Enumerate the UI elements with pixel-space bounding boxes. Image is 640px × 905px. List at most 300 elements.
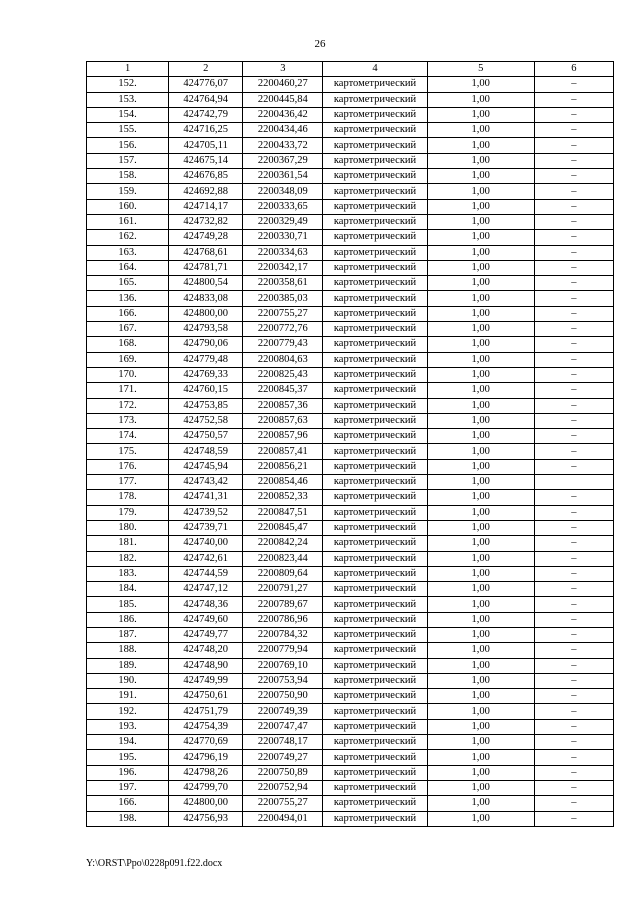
cell-coord-y: 2200857,96	[243, 429, 323, 444]
cell-coord-x: 424747,12	[169, 582, 243, 597]
cell-method: картометрический	[323, 383, 427, 398]
cell-method: картометрический	[323, 214, 427, 229]
cell-point-number: 157.	[87, 153, 169, 168]
table-row	[87, 520, 614, 535]
cell-point-number: 192.	[87, 704, 169, 719]
header-col-6: 6	[534, 62, 613, 77]
cell-coord-y: 2200358,61	[243, 276, 323, 291]
table-row	[87, 658, 614, 673]
cell-note: –	[534, 337, 613, 352]
cell-accuracy: 1,00	[427, 505, 534, 520]
cell-coord-y: 2200857,63	[243, 413, 323, 428]
table-row	[87, 765, 614, 780]
cell-coord-y: 2200434,46	[243, 123, 323, 138]
table-row	[87, 123, 614, 138]
cell-coord-y: 2200842,24	[243, 536, 323, 551]
cell-coord-y: 2200786,96	[243, 612, 323, 627]
cell-note: –	[534, 184, 613, 199]
cell-method: картометрический	[323, 398, 427, 413]
cell-coord-x: 424799,70	[169, 780, 243, 795]
cell-note: –	[534, 123, 613, 138]
cell-coord-y: 2200752,94	[243, 780, 323, 795]
cell-coord-y: 2200342,17	[243, 260, 323, 275]
cell-point-number: 181.	[87, 536, 169, 551]
cell-coord-y: 2200854,46	[243, 475, 323, 490]
cell-note: –	[534, 566, 613, 581]
cell-coord-y: 2200779,43	[243, 337, 323, 352]
cell-coord-x: 424741,31	[169, 490, 243, 505]
cell-point-number: 166.	[87, 796, 169, 811]
cell-note: –	[534, 352, 613, 367]
footer-file-path: Y:\ORST\Ppo\0228p091.f22.docx	[86, 858, 223, 869]
cell-point-number: 156.	[87, 138, 169, 153]
cell-accuracy: 1,00	[427, 689, 534, 704]
cell-note: –	[534, 490, 613, 505]
cell-point-number: 184.	[87, 582, 169, 597]
cell-accuracy: 1,00	[427, 719, 534, 734]
cell-note: –	[534, 673, 613, 688]
cell-point-number: 183.	[87, 566, 169, 581]
cell-note: –	[534, 536, 613, 551]
table-row	[87, 582, 614, 597]
cell-point-number: 196.	[87, 765, 169, 780]
cell-coord-y: 2200857,41	[243, 444, 323, 459]
cell-point-number: 190.	[87, 673, 169, 688]
cell-coord-y: 2200755,27	[243, 306, 323, 321]
table-row	[87, 153, 614, 168]
cell-method: картометрический	[323, 429, 427, 444]
cell-accuracy: 1,00	[427, 337, 534, 352]
cell-accuracy: 1,00	[427, 643, 534, 658]
cell-method: картометрический	[323, 153, 427, 168]
cell-coord-x: 424790,06	[169, 337, 243, 352]
cell-accuracy: 1,00	[427, 811, 534, 826]
cell-method: картометрический	[323, 245, 427, 260]
cell-coord-x: 424749,77	[169, 627, 243, 642]
cell-coord-y: 2200755,27	[243, 796, 323, 811]
cell-coord-x: 424744,59	[169, 566, 243, 581]
cell-point-number: 154.	[87, 107, 169, 122]
cell-note: –	[534, 413, 613, 428]
table-row	[87, 811, 614, 826]
cell-accuracy: 1,00	[427, 413, 534, 428]
table-row	[87, 719, 614, 734]
cell-coord-x: 424749,60	[169, 612, 243, 627]
cell-coord-y: 2200857,36	[243, 398, 323, 413]
cell-point-number: 175.	[87, 444, 169, 459]
cell-coord-y: 2200825,43	[243, 367, 323, 382]
cell-coord-y: 2200749,27	[243, 750, 323, 765]
cell-accuracy: 1,00	[427, 169, 534, 184]
cell-accuracy: 1,00	[427, 750, 534, 765]
cell-point-number: 167.	[87, 322, 169, 337]
cell-coord-x: 424749,28	[169, 230, 243, 245]
cell-method: картометрический	[323, 704, 427, 719]
table-body	[87, 77, 614, 827]
cell-method: картометрический	[323, 536, 427, 551]
table-row	[87, 566, 614, 581]
cell-coord-y: 2200784,32	[243, 627, 323, 642]
cell-point-number: 172.	[87, 398, 169, 413]
cell-method: картометрический	[323, 260, 427, 275]
cell-accuracy: 1,00	[427, 398, 534, 413]
cell-coord-y: 2200348,09	[243, 184, 323, 199]
cell-note: –	[534, 367, 613, 382]
cell-point-number: 186.	[87, 612, 169, 627]
table-row	[87, 704, 614, 719]
cell-coord-x: 424779,48	[169, 352, 243, 367]
cell-coord-x: 424748,36	[169, 597, 243, 612]
cell-coord-x: 424753,85	[169, 398, 243, 413]
cell-note: –	[534, 750, 613, 765]
cell-coord-y: 2200769,10	[243, 658, 323, 673]
cell-method: картометрический	[323, 276, 427, 291]
cell-method: картометрический	[323, 337, 427, 352]
table-row	[87, 260, 614, 275]
cell-accuracy: 1,00	[427, 780, 534, 795]
table-row	[87, 77, 614, 92]
cell-method: картометрический	[323, 750, 427, 765]
cell-note: –	[534, 322, 613, 337]
cell-coord-y: 2200750,89	[243, 765, 323, 780]
cell-coord-x: 424745,94	[169, 459, 243, 474]
cell-coord-y: 2200823,44	[243, 551, 323, 566]
table-row	[87, 689, 614, 704]
cell-coord-x: 424675,14	[169, 153, 243, 168]
cell-coord-x: 424742,79	[169, 107, 243, 122]
cell-point-number: 165.	[87, 276, 169, 291]
cell-point-number: 191.	[87, 689, 169, 704]
cell-method: картометрический	[323, 230, 427, 245]
cell-coord-y: 2200385,03	[243, 291, 323, 306]
table-row	[87, 429, 614, 444]
cell-coord-y: 2200445,84	[243, 92, 323, 107]
table-row	[87, 796, 614, 811]
cell-method: картометрический	[323, 413, 427, 428]
cell-accuracy: 1,00	[427, 796, 534, 811]
cell-coord-x: 424793,58	[169, 322, 243, 337]
cell-point-number: 180.	[87, 520, 169, 535]
header-col-2: 2	[169, 62, 243, 77]
cell-note: –	[534, 260, 613, 275]
cell-accuracy: 1,00	[427, 199, 534, 214]
cell-method: картометрический	[323, 551, 427, 566]
cell-method: картометрический	[323, 138, 427, 153]
cell-coord-y: 2200436,42	[243, 107, 323, 122]
cell-coord-x: 424705,11	[169, 138, 243, 153]
cell-accuracy: 1,00	[427, 276, 534, 291]
cell-point-number: 198.	[87, 811, 169, 826]
cell-point-number: 164.	[87, 260, 169, 275]
cell-method: картометрический	[323, 169, 427, 184]
cell-coord-y: 2200330,71	[243, 230, 323, 245]
cell-method: картометрический	[323, 475, 427, 490]
cell-method: картометрический	[323, 459, 427, 474]
cell-method: картометрический	[323, 520, 427, 535]
cell-note: –	[534, 199, 613, 214]
cell-note: –	[534, 169, 613, 184]
cell-coord-x: 424760,15	[169, 383, 243, 398]
table-row	[87, 398, 614, 413]
cell-accuracy: 1,00	[427, 123, 534, 138]
cell-note: –	[534, 811, 613, 826]
cell-point-number: 162.	[87, 230, 169, 245]
cell-accuracy: 1,00	[427, 673, 534, 688]
cell-accuracy: 1,00	[427, 260, 534, 275]
cell-coord-x: 424740,00	[169, 536, 243, 551]
table-row	[87, 505, 614, 520]
cell-point-number: 177.	[87, 475, 169, 490]
cell-point-number: 158.	[87, 169, 169, 184]
cell-point-number: 187.	[87, 627, 169, 642]
cell-point-number: 185.	[87, 597, 169, 612]
cell-point-number: 178.	[87, 490, 169, 505]
cell-method: картометрический	[323, 627, 427, 642]
cell-note: –	[534, 107, 613, 122]
cell-point-number: 188.	[87, 643, 169, 658]
cell-note: –	[534, 276, 613, 291]
table-row	[87, 383, 614, 398]
table-row	[87, 536, 614, 551]
cell-note: –	[534, 153, 613, 168]
table-row	[87, 612, 614, 627]
table-row	[87, 107, 614, 122]
cell-coord-x: 424752,58	[169, 413, 243, 428]
cell-note: –	[534, 92, 613, 107]
cell-coord-x: 424716,25	[169, 123, 243, 138]
cell-coord-y: 2200329,49	[243, 214, 323, 229]
cell-accuracy: 1,00	[427, 322, 534, 337]
header-col-1: 1	[87, 62, 169, 77]
cell-method: картометрический	[323, 367, 427, 382]
cell-method: картометрический	[323, 123, 427, 138]
cell-accuracy: 1,00	[427, 245, 534, 260]
cell-point-number: 159.	[87, 184, 169, 199]
cell-coord-y: 2200852,33	[243, 490, 323, 505]
cell-note: –	[534, 459, 613, 474]
cell-coord-x: 424754,39	[169, 719, 243, 734]
cell-note: –	[534, 796, 613, 811]
cell-point-number: 169.	[87, 352, 169, 367]
cell-coord-x: 424796,19	[169, 750, 243, 765]
cell-point-number: 160.	[87, 199, 169, 214]
cell-accuracy: 1,00	[427, 536, 534, 551]
cell-method: картометрический	[323, 199, 427, 214]
cell-point-number: 193.	[87, 719, 169, 734]
cell-coord-x: 424739,52	[169, 505, 243, 520]
cell-method: картометрический	[323, 811, 427, 826]
cell-coord-x: 424732,82	[169, 214, 243, 229]
cell-coord-x: 424800,00	[169, 306, 243, 321]
cell-note: –	[534, 230, 613, 245]
cell-accuracy: 1,00	[427, 582, 534, 597]
cell-point-number: 182.	[87, 551, 169, 566]
cell-method: картометрический	[323, 505, 427, 520]
cell-coord-x: 424800,54	[169, 276, 243, 291]
cell-point-number: 136.	[87, 291, 169, 306]
table-row	[87, 780, 614, 795]
table-row	[87, 551, 614, 566]
cell-coord-y: 2200856,21	[243, 459, 323, 474]
cell-accuracy: 1,00	[427, 214, 534, 229]
cell-point-number: 166.	[87, 306, 169, 321]
cell-point-number: 170.	[87, 367, 169, 382]
cell-coord-y: 2200748,17	[243, 735, 323, 750]
cell-method: картометрический	[323, 643, 427, 658]
cell-method: картометрический	[323, 796, 427, 811]
cell-coord-y: 2200804,63	[243, 352, 323, 367]
table-row	[87, 199, 614, 214]
cell-method: картометрический	[323, 735, 427, 750]
header-col-3: 3	[243, 62, 323, 77]
cell-note: –	[534, 627, 613, 642]
table-row	[87, 306, 614, 321]
cell-accuracy: 1,00	[427, 107, 534, 122]
cell-coord-x: 424748,90	[169, 658, 243, 673]
cell-coord-x: 424768,61	[169, 245, 243, 260]
cell-point-number: 173.	[87, 413, 169, 428]
cell-note	[534, 475, 613, 490]
cell-coord-y: 2200845,37	[243, 383, 323, 398]
cell-coord-y: 2200753,94	[243, 673, 323, 688]
cell-accuracy: 1,00	[427, 92, 534, 107]
cell-coord-y: 2200361,54	[243, 169, 323, 184]
table-row	[87, 459, 614, 474]
cell-note: –	[534, 214, 613, 229]
cell-coord-x: 424748,59	[169, 444, 243, 459]
cell-coord-x: 424748,20	[169, 643, 243, 658]
table-row	[87, 322, 614, 337]
cell-accuracy: 1,00	[427, 735, 534, 750]
cell-accuracy: 1,00	[427, 306, 534, 321]
cell-coord-x: 424769,33	[169, 367, 243, 382]
cell-coord-x: 424751,79	[169, 704, 243, 719]
cell-coord-x: 424781,71	[169, 260, 243, 275]
cell-accuracy: 1,00	[427, 765, 534, 780]
cell-coord-x: 424800,00	[169, 796, 243, 811]
cell-accuracy: 1,00	[427, 352, 534, 367]
table-row	[87, 138, 614, 153]
cell-point-number: 189.	[87, 658, 169, 673]
cell-coord-y: 2200333,65	[243, 199, 323, 214]
table-row	[87, 184, 614, 199]
cell-accuracy: 1,00	[427, 627, 534, 642]
cell-method: картометрический	[323, 780, 427, 795]
cell-note: –	[534, 597, 613, 612]
cell-method: картометрический	[323, 612, 427, 627]
cell-coord-y: 2200789,67	[243, 597, 323, 612]
cell-note: –	[534, 138, 613, 153]
cell-point-number: 197.	[87, 780, 169, 795]
table-row	[87, 169, 614, 184]
cell-coord-y: 2200750,90	[243, 689, 323, 704]
header-col-5: 5	[427, 62, 534, 77]
cell-method: картометрический	[323, 291, 427, 306]
cell-note: –	[534, 582, 613, 597]
cell-method: картометрический	[323, 444, 427, 459]
cell-coord-y: 2200845,47	[243, 520, 323, 535]
table-row	[87, 352, 614, 367]
cell-note: –	[534, 704, 613, 719]
cell-point-number: 153.	[87, 92, 169, 107]
cell-point-number: 163.	[87, 245, 169, 260]
cell-point-number: 152.	[87, 77, 169, 92]
cell-accuracy: 1,00	[427, 551, 534, 566]
cell-note: –	[534, 77, 613, 92]
cell-method: картометрический	[323, 92, 427, 107]
cell-note: –	[534, 551, 613, 566]
cell-coord-y: 2200494,01	[243, 811, 323, 826]
table-row	[87, 276, 614, 291]
cell-accuracy: 1,00	[427, 520, 534, 535]
cell-accuracy: 1,00	[427, 566, 534, 581]
table-row	[87, 214, 614, 229]
cell-coord-y: 2200791,27	[243, 582, 323, 597]
cell-method: картометрический	[323, 658, 427, 673]
cell-coord-x: 424750,57	[169, 429, 243, 444]
cell-accuracy: 1,00	[427, 184, 534, 199]
cell-point-number: 179.	[87, 505, 169, 520]
cell-coord-y: 2200809,64	[243, 566, 323, 581]
cell-method: картометрический	[323, 765, 427, 780]
table-row	[87, 413, 614, 428]
cell-accuracy: 1,00	[427, 153, 534, 168]
cell-point-number: 161.	[87, 214, 169, 229]
cell-note: –	[534, 765, 613, 780]
cell-method: картометрический	[323, 597, 427, 612]
table-row	[87, 337, 614, 352]
cell-note: –	[534, 612, 613, 627]
cell-accuracy: 1,00	[427, 230, 534, 245]
cell-point-number: 174.	[87, 429, 169, 444]
cell-accuracy: 1,00	[427, 597, 534, 612]
cell-method: картометрический	[323, 77, 427, 92]
table-row	[87, 245, 614, 260]
cell-method: картометрический	[323, 306, 427, 321]
cell-note: –	[534, 398, 613, 413]
cell-point-number: 155.	[87, 123, 169, 138]
cell-note: –	[534, 383, 613, 398]
cell-coord-x: 424798,26	[169, 765, 243, 780]
cell-coord-y: 2200334,63	[243, 245, 323, 260]
cell-method: картометрический	[323, 352, 427, 367]
cell-coord-y: 2200772,76	[243, 322, 323, 337]
table-row	[87, 627, 614, 642]
cell-accuracy: 1,00	[427, 138, 534, 153]
cell-accuracy: 1,00	[427, 291, 534, 306]
cell-coord-x: 424714,17	[169, 199, 243, 214]
cell-note: –	[534, 780, 613, 795]
table-row	[87, 444, 614, 459]
table-row	[87, 367, 614, 382]
cell-coord-y: 2200847,51	[243, 505, 323, 520]
cell-coord-y: 2200367,29	[243, 153, 323, 168]
cell-method: картометрический	[323, 184, 427, 199]
table-row	[87, 750, 614, 765]
cell-accuracy: 1,00	[427, 383, 534, 398]
cell-coord-x: 424776,07	[169, 77, 243, 92]
table-row	[87, 490, 614, 505]
cell-accuracy: 1,00	[427, 658, 534, 673]
table-row	[87, 475, 614, 490]
cell-method: картометрический	[323, 673, 427, 688]
table-row	[87, 735, 614, 750]
cell-coord-x: 424833,08	[169, 291, 243, 306]
cell-coord-y: 2200460,27	[243, 77, 323, 92]
cell-note: –	[534, 444, 613, 459]
cell-point-number: 195.	[87, 750, 169, 765]
table-row	[87, 230, 614, 245]
